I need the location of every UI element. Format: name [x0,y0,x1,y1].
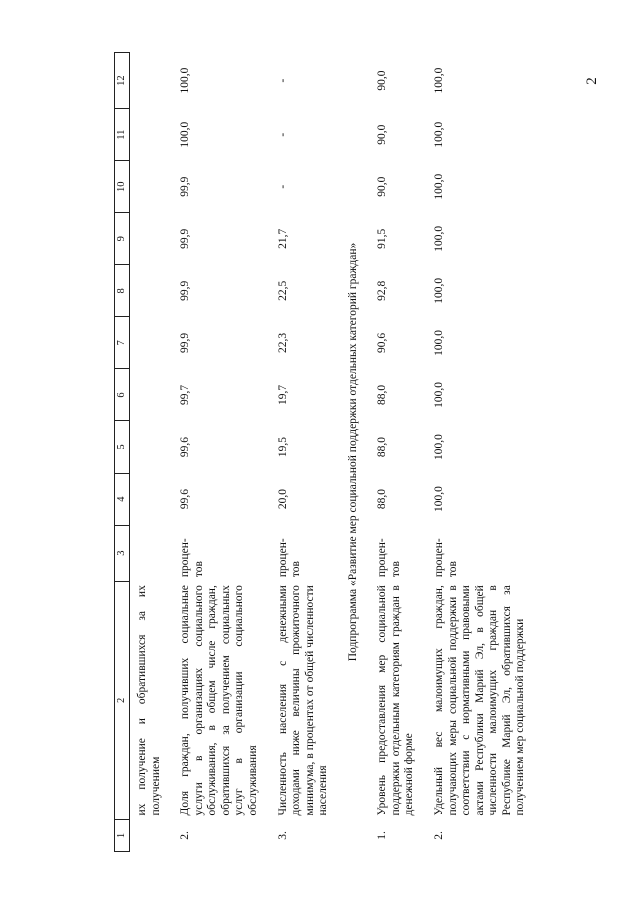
value-cell: 100,0 [433,277,445,304]
value-cell: 100,0 [433,382,445,408]
value-cell: 99,7 [179,384,192,406]
value-cell: 100,0 [433,225,445,252]
column-number: 2 [115,581,130,819]
value-cell: 100,0 [433,67,445,94]
value-cell: - [276,78,289,83]
value-cell: 90,0 [376,70,389,91]
column-number: 4 [115,473,130,525]
column-number-row [115,53,130,852]
column-number: 8 [115,265,130,317]
row-number: 2. [433,831,445,840]
column-number: 12 [115,53,130,109]
value-cell: 88,0 [376,384,389,406]
unit-cell: процен-тов [433,538,459,578]
unit-cell: процен-тов [276,538,303,578]
value-cell: 20,0 [276,489,289,510]
indicator-description: Доля граждан, получивших социальные услуги в организациях социального обслуживания, в общем числе граждан, обратившихся за получением социальных услуг в организации социального обслуживания [179,585,259,816]
row-number: 3. [276,831,289,840]
column-number: 7 [115,317,130,369]
subprogram-heading-row [341,53,371,852]
value-cell: 99,6 [179,436,192,458]
value-cell: 90,0 [376,124,389,145]
table-row [173,53,270,852]
table-row [370,53,427,852]
value-cell: 100,0 [179,121,192,148]
value-cell: 100,0 [179,67,192,94]
value-cell: 100,0 [433,173,445,200]
value-cell: 19,5 [276,436,289,458]
indicators-table [114,52,538,852]
value-cell: 100,0 [433,434,445,460]
rotated-sheet [114,52,634,852]
value-cell: 88,0 [376,436,389,458]
table-row-continuation [130,53,174,852]
table-row [427,53,538,852]
column-number: 3 [115,525,130,581]
indicator-description: их получение и обратившихся за их получением [136,585,162,816]
value-cell: 99,9 [179,332,192,353]
value-cell: 21,7 [276,228,289,249]
empty-cells [130,53,174,582]
value-cell: 19,7 [276,384,289,406]
column-number: 6 [115,369,130,421]
value-cell: 99,9 [179,280,192,301]
row-number [130,819,174,851]
value-cell: 92,8 [376,280,389,301]
value-cell: 88,0 [376,489,389,510]
value-cell: 22,5 [276,280,289,301]
unit-cell: процен-тов [376,538,402,578]
value-cell: 90,0 [376,176,389,197]
table-row [271,53,341,852]
column-number: 5 [115,421,130,473]
value-cell: 100,0 [433,486,445,513]
indicator-description: Удельный вес малоимущих граждан, получающих меры социальной поддержки в соответствии с нормативными правовыми актами Республики Марий Эл, в общей численности малоимущих граждан в Республике Марий Эл, обратившихся за получением мер социальной поддержки [433,585,527,816]
subprogram-title: Подпрограмма «Развитие мер социальной поддержки отдельных категорий граждан» [346,242,359,662]
unit-cell: процен-тов [179,538,205,578]
row-number: 1. [376,831,389,840]
column-number: 9 [115,213,130,265]
page-number: 2 [584,77,600,85]
indicator-description: Уровень предоставления мер социальной поддержки отдельным категориям граждан в денежной форме [376,585,416,816]
column-number: 11 [115,109,130,161]
value-cell: 99,9 [179,228,192,249]
value-cell: 99,6 [179,489,192,510]
column-number: 1 [115,819,130,851]
value-cell: - [276,132,289,137]
value-cell: 100,0 [433,329,445,356]
value-cell: 91,5 [376,228,389,249]
row-number: 2. [179,831,192,840]
column-number: 10 [115,161,130,213]
indicator-description: Численность населения с денежными доходами ниже величины прожиточного минимума, в процентах от общей численности населения [276,585,330,816]
value-cell: 22,3 [276,332,289,353]
value-cell: - [276,184,289,189]
value-cell: 100,0 [433,121,445,148]
value-cell: 90,6 [376,332,389,353]
value-cell: 99,9 [179,176,192,197]
